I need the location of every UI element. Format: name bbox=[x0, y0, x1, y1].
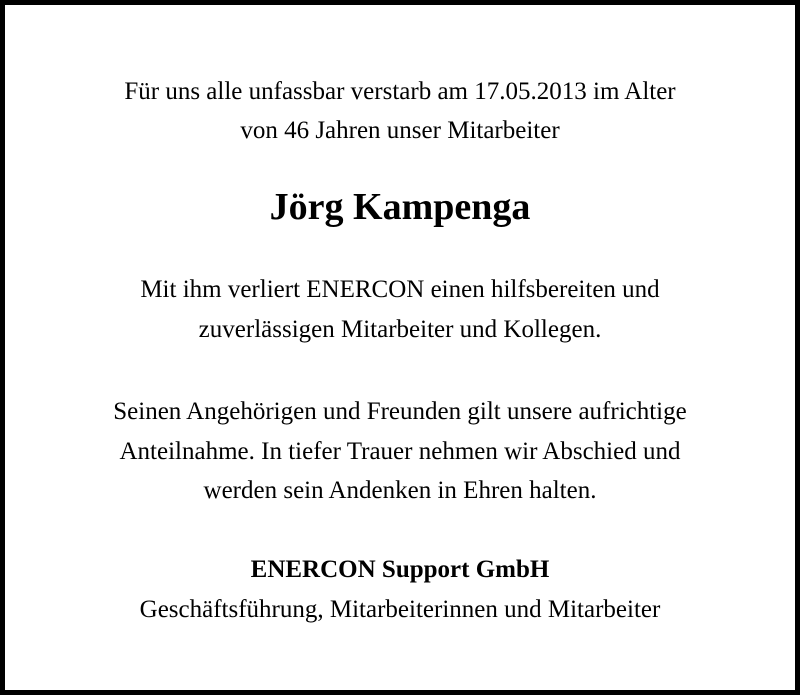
tribute-line-2: zuverlässigen Mitarbeiter und Kollegen. bbox=[198, 316, 602, 343]
condolence-line-2: Anteilnahme. In tiefer Trauer nehmen wir Abschied und bbox=[119, 438, 681, 465]
intro-line-2: von 46 Jahren unser Mitarbeiter bbox=[240, 117, 560, 144]
intro-line-1: Für uns alle unfassbar verstarb am 17.05.2013 im Alter bbox=[124, 78, 676, 105]
deceased-name: Jörg Kampenga bbox=[269, 186, 531, 228]
condolence-line-1: Seinen Angehörigen und Freunden gilt unsere aufrichtige bbox=[113, 398, 687, 425]
tribute-line-1: Mit ihm verliert ENERCON einen hilfsbereiten und bbox=[140, 276, 660, 303]
signature-company: ENERCON Support GmbH bbox=[250, 556, 550, 583]
condolence-line-3: werden sein Andenken in Ehren halten. bbox=[203, 477, 597, 504]
signature-group: Geschäftsführung, Mitarbeiterinnen und Mitarbeiter bbox=[139, 596, 661, 623]
